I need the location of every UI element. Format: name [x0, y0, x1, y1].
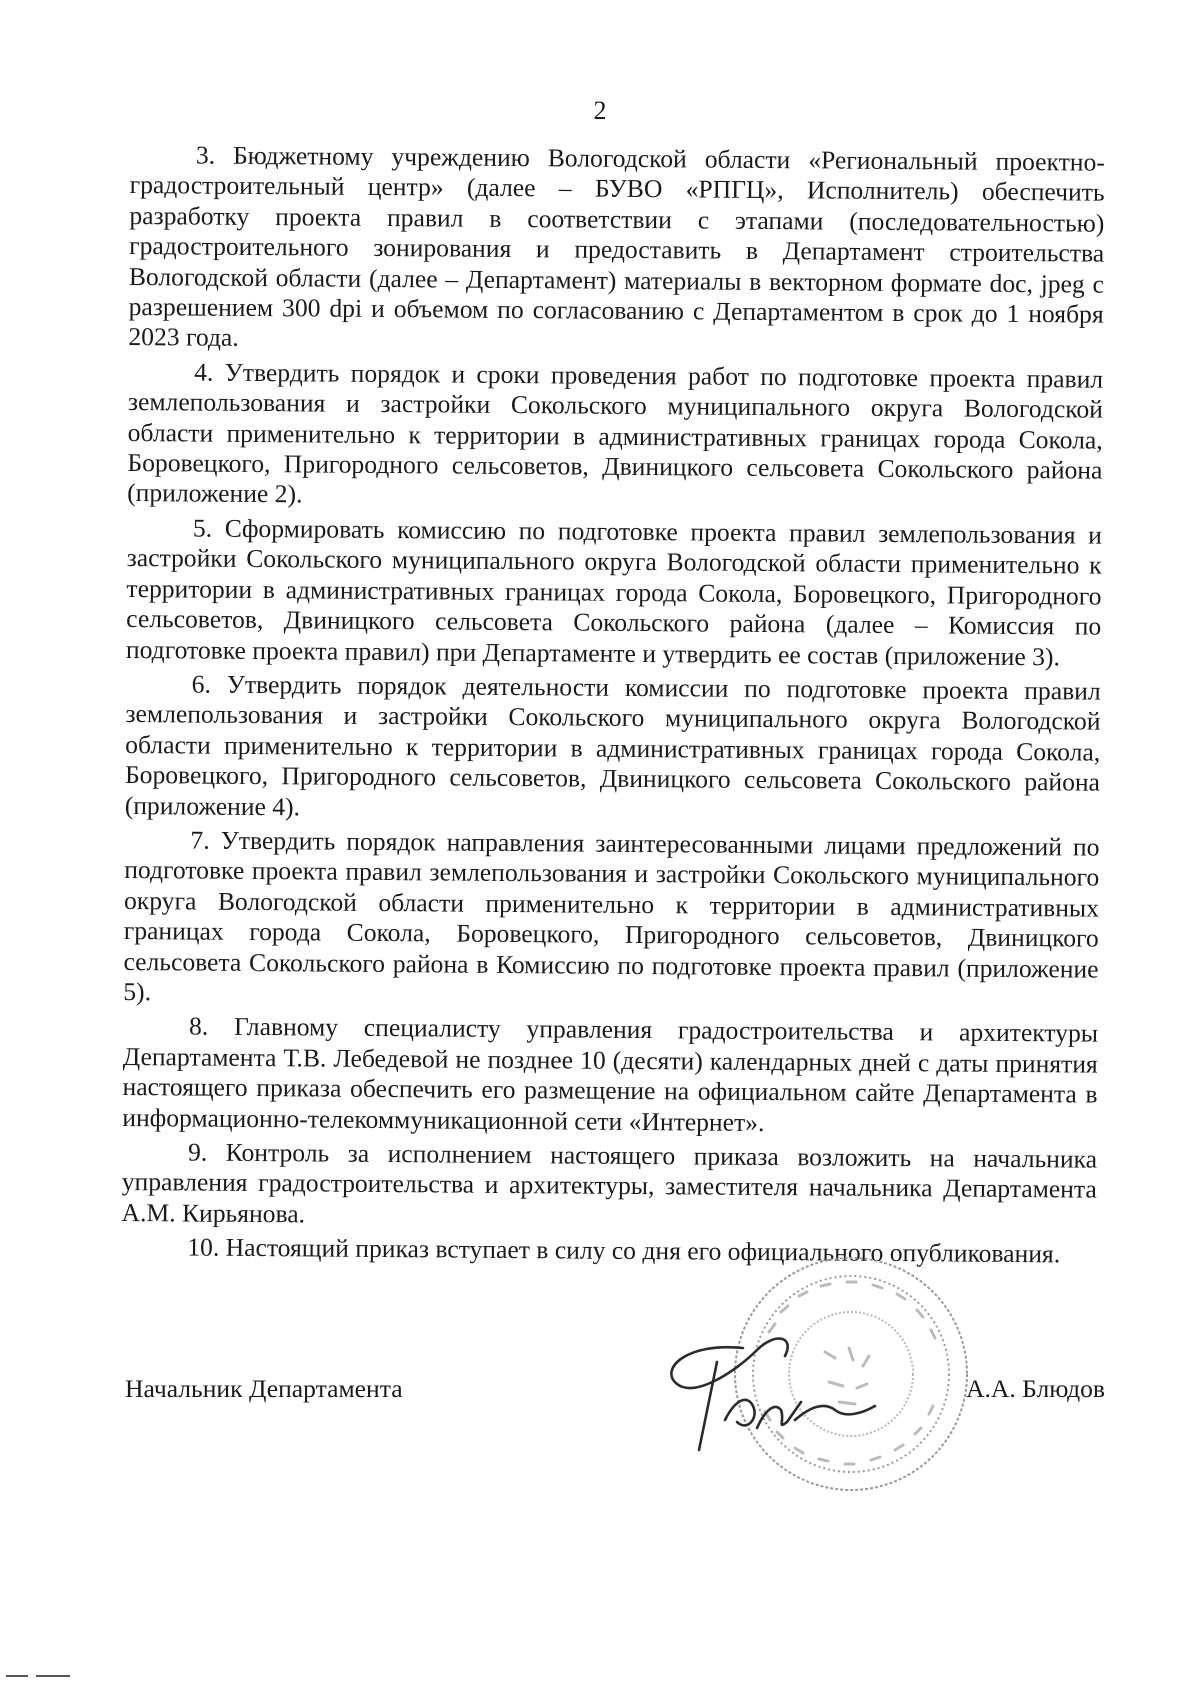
paragraph-3: 3. Бюджетному учреждению Вологодской области «Региональный проектно-градостроительный центр» (далее – БУВО «РПГЦ», Исполнитель) обеспечить разработку проекта правил в соответствии с этапами (последовательностью) градостроительного зонирования и предоставить в Департамент строительства Вологодской области (далее – Департамент) материалы в векторном формате doc, jpeg с разрешением 300 dpi и объемом по согласованию с Департаментом в срок до 1 ноября 2023 года.	[128, 140, 1105, 353]
signatory-name: А.А. Блюдов	[965, 1374, 1105, 1403]
paragraph-10: 10. Настоящий приказ вступает в силу со дня его официального опубликования.	[187, 1232, 1061, 1269]
paragraph-6: 6. Утвердить порядок деятельности комиссии по подготовке проекта правил землепользования и застройки Сокольского муниципального округа Вологодской области применительно к территории в административных границах города Сокола, Боровецкого, Пригородного сельсоветов, Двиницкого сельсовета Сокольского района (приложение 4).	[124, 669, 1101, 821]
handwritten-signature-icon	[625, 1310, 895, 1470]
page-number: 2	[593, 96, 607, 125]
edge-mark-1	[6, 1675, 28, 1677]
paragraph-4: 4. Утвердить порядок и сроки проведения работ по подготовке проекта правил землепользования и застройки Сокольского муниципального округа Вологодской области применительно к территории в административных границах города Сокола, Боровецкого, Пригородного сельсоветов, Двиницкого сельсовета Сокольского района (приложение 2).	[127, 357, 1104, 509]
edge-mark-2	[36, 1675, 70, 1677]
signature-block	[125, 1340, 1105, 1560]
paragraph-7: 7. Утвердить порядок направления заинтересованными лицами предложений по подготовке проекта правил землепользования и застройки Сокольского муниципального округа Вологодской области применительно к территории в административных границах города Сокола, Боровецкого, Пригородного сельсоветов, Двиницкого сельсовета Сокольского района в Комиссию по подготовке проекта правил (приложение 5).	[123, 825, 1100, 1007]
signatory-title: Начальник Департамента	[125, 1374, 403, 1403]
scan-edge-marks	[6, 1675, 76, 1681]
document-body	[121, 140, 1105, 1274]
paragraph-8: 8. Главному специалисту управления градостроительства и архитектуры Департамента Т.В. Лебедевой не позднее 10 (десяти) календарных дней с даты принятия настоящего приказа обеспечить его размещение на официальном сайте Департамента в информационно-телекоммуникационной сети «Интернет».	[122, 1011, 1099, 1137]
paragraph-9: 9. Контроль за исполнением настоящего приказа возложить на начальника управления градостроительства и архитектуры, заместителя начальника Департамента А.М. Кирьянова.	[121, 1137, 1098, 1229]
paragraph-5: 5. Сформировать комиссию по подготовке проекта правил землепользования и застройки Сокольского муниципального округа Вологодской области применительно к территории в административных границах города Сокола, Боровецкого, Пригородного сельсоветов, Двиницкого сельсовета Сокольского района (далее – Комиссия по подготовке проекта правил) при Департаменте и утвердить ее состав (приложение 3).	[125, 513, 1103, 671]
